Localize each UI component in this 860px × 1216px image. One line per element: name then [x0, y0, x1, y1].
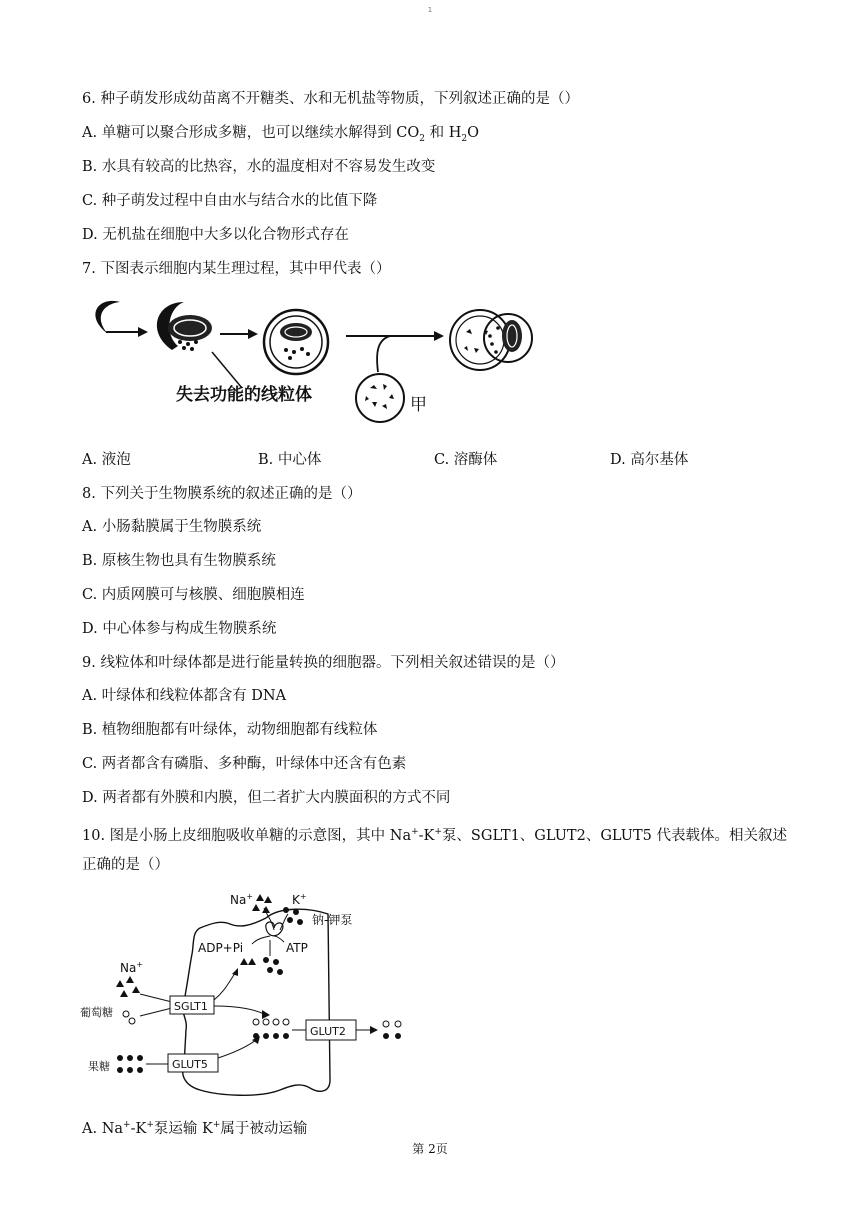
header-mark: 1 — [427, 6, 433, 14]
q7-figure — [80, 292, 540, 432]
q9-stem: 9. 线粒体和叶绿体都是进行能量转换的细胞器。下列相关叙述错误的是（） — [82, 655, 565, 671]
label-k-top: K+ — [292, 892, 307, 907]
q8-option-a: A. 小肠黏膜属于生物膜系统 — [82, 519, 262, 535]
label-atp: ATP — [286, 941, 308, 955]
crescent-membrane — [95, 301, 120, 334]
jia-path — [377, 336, 390, 372]
q7-option-a: A. 液泡 — [82, 452, 131, 468]
label-mito: 失去功能的线粒体 — [176, 385, 312, 405]
q9-option-d: D. 两者都有外膜和内膜，但二者扩大内膜面积的方式不同 — [82, 790, 451, 806]
mito-pointer — [212, 352, 242, 388]
label-glut2: GLUT2 — [310, 1025, 346, 1038]
q7-option-c: C. 溶酶体 — [434, 452, 498, 468]
q9-option-b: B. 植物细胞都有叶绿体，动物细胞都有线粒体 — [82, 722, 378, 738]
q10-stem-line2: 正确的是（） — [82, 857, 169, 873]
label-jia: 甲 — [410, 395, 427, 415]
q7-options — [82, 450, 782, 470]
label-fructose: 果糖 — [88, 1060, 110, 1073]
page-number: 第 2页 — [412, 1142, 448, 1156]
q8-option-d: D. 中心体参与构成生物膜系统 — [82, 621, 277, 637]
q9-option-a: A. 叶绿体和线粒体都含有 DNA — [82, 688, 287, 704]
arrow-2-head — [248, 329, 258, 339]
q6-option-d: D. 无机盐在细胞中大多以化合物形式存在 — [82, 227, 349, 243]
jia-vesicle — [356, 374, 404, 422]
q10-stem-line1: 10. 图是小肠上皮细胞吸收单糖的示意图，其中 Na+-K+泵、SGLT1、GLUT2、GLUT5 代表载体。相关叙述 — [82, 827, 787, 844]
arrow-3-head — [434, 331, 444, 341]
autophagosome — [264, 310, 328, 374]
q9-option-c: C. 两者都含有磷脂、多种酶，叶绿体中还含有色素 — [82, 756, 407, 772]
q7-option-b: B. 中心体 — [258, 452, 322, 468]
q6-stem: 6. 种子萌发形成幼苗离不开糖类、水和无机盐等物质，下列叙述正确的是（） — [82, 91, 579, 107]
q7-stem: 7. 下图表示细胞内某生理过程，其中甲代表（） — [82, 261, 391, 277]
label-na-left: Na+ — [120, 960, 144, 975]
q8-option-b: B. 原核生物也具有生物膜系统 — [82, 553, 276, 569]
q6-option-b: B. 水具有较高的比热容，水的温度相对不容易发生改变 — [82, 159, 436, 175]
q6-option-a: A. 单糖可以聚合形成多糖，也可以继续水解得到 $CO_2$ 和 $H_2O$ — [82, 125, 480, 144]
q8-option-c: C. 内质网膜可与核膜、细胞膜相连 — [82, 587, 305, 603]
arrow-1-head — [138, 327, 148, 337]
label-adp: ADP+Pi — [198, 941, 244, 955]
label-na-top: Na+ — [230, 892, 254, 907]
q10-option-a: A. Na+-K+泵运输 K+属于被动运输 — [82, 1120, 308, 1137]
q7-option-d: D. 高尔基体 — [610, 452, 689, 468]
label-sglt1: SGLT1 — [174, 1000, 208, 1013]
q8-stem: 8. 下列关于生物膜系统的叙述正确的是（） — [82, 486, 362, 502]
pump-label: 钠-钾泵 — [312, 913, 353, 927]
q6-option-c: C. 种子萌发过程中自由水与结合水的比值下降 — [82, 193, 378, 209]
label-glucose: 葡萄糖 — [80, 1006, 113, 1019]
q10-figure — [80, 880, 420, 1100]
label-glut5: GLUT5 — [172, 1058, 208, 1071]
